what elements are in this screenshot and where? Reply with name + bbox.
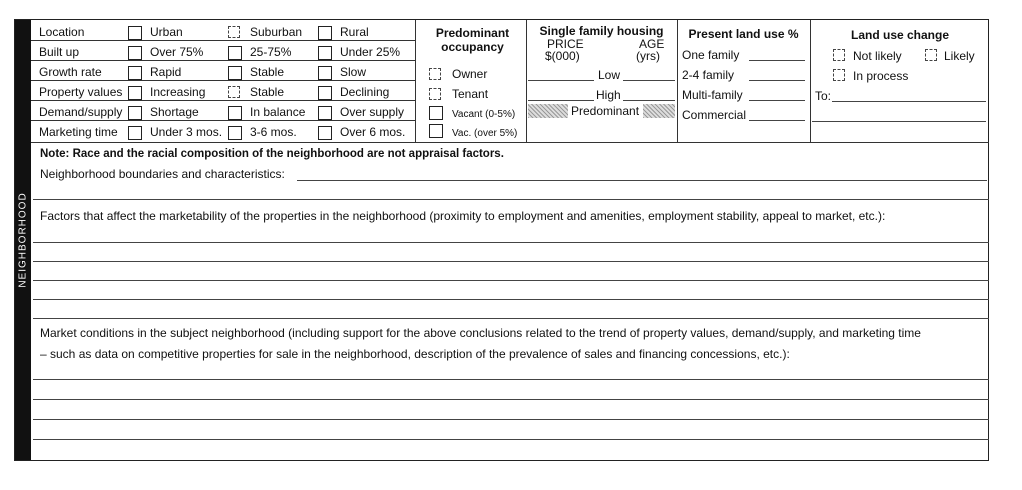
option-label: Rural bbox=[340, 25, 369, 39]
option-checkbox[interactable] bbox=[228, 106, 242, 120]
divider bbox=[526, 20, 527, 142]
occupancy-title: occupancy bbox=[441, 40, 504, 54]
market-line[interactable] bbox=[33, 399, 989, 400]
option-checkbox[interactable] bbox=[318, 46, 332, 60]
likely-label: Likely bbox=[944, 49, 975, 63]
commercial-label: Commercial bbox=[682, 108, 747, 122]
option-checkbox[interactable] bbox=[228, 46, 242, 60]
vacant-low-checkbox[interactable] bbox=[429, 106, 443, 120]
one-family-label: One family bbox=[682, 48, 740, 62]
price-label: PRICE bbox=[547, 37, 584, 51]
row-label: Property values bbox=[39, 85, 123, 99]
row-label: Built up bbox=[39, 45, 80, 59]
in-process-checkbox[interactable] bbox=[833, 69, 845, 81]
option-checkbox[interactable] bbox=[128, 106, 142, 120]
price-high-field[interactable] bbox=[528, 100, 594, 101]
row-line bbox=[31, 120, 415, 121]
low-label: Low bbox=[598, 68, 621, 82]
one-family-field[interactable] bbox=[749, 60, 805, 61]
option-label: 3-6 mos. bbox=[250, 125, 297, 139]
occupancy-title: Predominant bbox=[435, 26, 510, 40]
option-checkbox[interactable] bbox=[228, 66, 242, 80]
row-label: Demand/supply bbox=[39, 105, 123, 119]
market-line[interactable] bbox=[33, 379, 989, 380]
in-process-label: In process bbox=[853, 69, 909, 83]
option-label: Over 75% bbox=[150, 45, 204, 59]
factors-line[interactable] bbox=[33, 261, 989, 262]
option-label: Stable bbox=[250, 85, 285, 99]
owner-checkbox[interactable] bbox=[429, 68, 441, 80]
factors-line[interactable] bbox=[33, 318, 989, 319]
market-line[interactable] bbox=[33, 419, 989, 420]
neighborhood-form bbox=[14, 19, 989, 461]
option-checkbox[interactable] bbox=[318, 106, 332, 120]
boundaries-field[interactable] bbox=[297, 180, 987, 181]
option-checkbox[interactable] bbox=[228, 126, 242, 140]
two-four-family-field[interactable] bbox=[749, 80, 805, 81]
option-checkbox[interactable] bbox=[318, 126, 332, 140]
option-label: In balance bbox=[250, 105, 306, 119]
shaded-price-field[interactable] bbox=[528, 104, 568, 118]
price-low-field[interactable] bbox=[528, 80, 594, 81]
option-label: Shortage bbox=[150, 105, 199, 119]
row-label: Location bbox=[39, 25, 85, 39]
high-label: High bbox=[596, 88, 621, 102]
housing-title: Single family housing bbox=[539, 24, 664, 38]
option-label: Suburban bbox=[250, 25, 303, 39]
option-label: Urban bbox=[150, 25, 183, 39]
vacant-high-checkbox[interactable] bbox=[429, 124, 443, 138]
factors-line[interactable] bbox=[33, 299, 989, 300]
row-line bbox=[31, 40, 415, 41]
tenant-label: Tenant bbox=[452, 87, 489, 101]
option-label: Declining bbox=[340, 85, 390, 99]
option-label: Increasing bbox=[150, 85, 206, 99]
market-label-2: – such as data on competitive properties for sale in the neighborhood, description of the prevalence of sales and financing concessions, etc.): bbox=[40, 347, 790, 361]
predominant-label: Predominant bbox=[571, 104, 640, 118]
section-sidebar bbox=[15, 20, 31, 460]
tenant-checkbox[interactable] bbox=[429, 88, 441, 100]
land-use-title: Present land use % bbox=[688, 27, 799, 41]
commercial-field[interactable] bbox=[749, 120, 805, 121]
option-checkbox[interactable] bbox=[128, 46, 142, 60]
option-checkbox[interactable] bbox=[228, 26, 240, 38]
to-field[interactable] bbox=[832, 101, 986, 102]
to-label: To: bbox=[815, 89, 832, 103]
option-label: Under 3 mos. bbox=[150, 125, 223, 139]
vacant-low-label: Vacant (0-5%) bbox=[452, 109, 516, 120]
factors-line[interactable] bbox=[33, 280, 989, 281]
option-label: Over supply bbox=[340, 105, 405, 119]
age-low-field[interactable] bbox=[623, 80, 675, 81]
land-change-title: Land use change bbox=[850, 28, 950, 42]
option-checkbox[interactable] bbox=[318, 86, 332, 100]
age-unit: (yrs) bbox=[636, 49, 660, 63]
shaded-age-field[interactable] bbox=[643, 104, 675, 118]
market-line[interactable] bbox=[33, 439, 989, 440]
boundaries-field-line-2[interactable] bbox=[33, 199, 989, 200]
section-label: NEIGHBORHOOD bbox=[17, 192, 29, 288]
option-label: Under 25% bbox=[340, 45, 401, 59]
option-checkbox[interactable] bbox=[128, 86, 142, 100]
option-checkbox[interactable] bbox=[128, 26, 142, 40]
market-label: Market conditions in the subject neighborhood (including support for the above conclusions related to the trend of property values, demand/supply, and marketing time bbox=[40, 326, 921, 340]
option-label: 25-75% bbox=[250, 45, 292, 59]
likely-checkbox[interactable] bbox=[925, 49, 937, 61]
race-note: Note: Race and the racial composition of the neighborhood are not appraisal factors. bbox=[40, 148, 504, 160]
factors-label: Factors that affect the marketability of the properties in the neighborhood (proximity to employment and amenities, employment stability, appeal to market, etc.): bbox=[40, 209, 886, 223]
row-label: Marketing time bbox=[39, 125, 118, 139]
factors-line[interactable] bbox=[33, 242, 989, 243]
age-label: AGE bbox=[639, 37, 665, 51]
two-four-family-label: 2-4 family bbox=[682, 68, 735, 82]
age-high-field[interactable] bbox=[623, 100, 675, 101]
not-likely-label: Not likely bbox=[853, 49, 902, 63]
owner-label: Owner bbox=[452, 67, 488, 81]
row-line bbox=[31, 80, 415, 81]
multi-family-label: Multi-family bbox=[682, 88, 743, 102]
option-label: Over 6 mos. bbox=[340, 125, 406, 139]
vacant-high-label: Vac. (over 5%) bbox=[452, 128, 518, 139]
row-label: Growth rate bbox=[39, 65, 102, 79]
row-line bbox=[31, 60, 415, 61]
divider bbox=[415, 20, 416, 142]
option-checkbox[interactable] bbox=[128, 66, 142, 80]
option-label: Slow bbox=[340, 65, 367, 79]
not-likely-checkbox[interactable] bbox=[833, 49, 845, 61]
multi-family-field[interactable] bbox=[749, 100, 805, 101]
option-checkbox[interactable] bbox=[318, 66, 332, 80]
option-checkbox[interactable] bbox=[318, 26, 332, 40]
price-unit: $(000) bbox=[545, 49, 580, 63]
boundaries-label: Neighborhood boundaries and characteristics: bbox=[40, 167, 285, 181]
to-field-line-2[interactable] bbox=[812, 121, 986, 122]
section-line bbox=[31, 142, 989, 143]
option-label: Rapid bbox=[150, 65, 182, 79]
option-checkbox[interactable] bbox=[128, 126, 142, 140]
option-label: Stable bbox=[250, 65, 285, 79]
option-checkbox[interactable] bbox=[228, 86, 240, 98]
row-line bbox=[31, 100, 415, 101]
